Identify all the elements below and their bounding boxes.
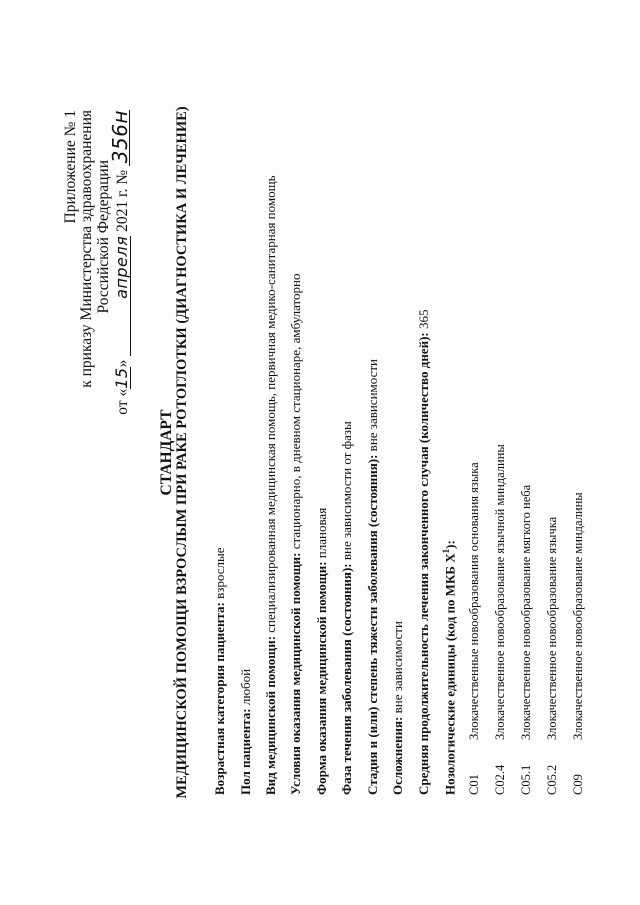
field-label-suffix: ): xyxy=(442,540,458,549)
code-row xyxy=(467,0,485,905)
icd-name: Злокачественные новообразования основания языка xyxy=(467,462,481,740)
code-row xyxy=(545,0,563,905)
code-row xyxy=(493,0,511,905)
field-disease-phase xyxy=(339,421,355,795)
field-value: стационарно, в дневном стационаре, амбулаторно xyxy=(288,273,303,550)
field-label: Вид медицинской помощи: xyxy=(263,635,278,795)
field-nosology xyxy=(441,540,458,795)
icd-code: C01 xyxy=(467,774,481,795)
field-value: вне зависимости xyxy=(390,621,405,714)
date-month-handwritten: апреля xyxy=(113,236,131,356)
field-care-conditions xyxy=(288,273,304,795)
icd-name: Злокачественное новообразование язычной миндалины xyxy=(493,444,507,740)
field-label: Условия оказания медицинской помощи: xyxy=(288,552,303,795)
appendix-line-2: к приказу Министерства здравоохранения xyxy=(78,110,95,388)
icd-name: Злокачественное новообразование мягкого неба xyxy=(519,484,533,740)
appendix-line-3: Российской Федерации xyxy=(95,160,112,314)
field-age-category xyxy=(212,548,228,795)
field-value: любой xyxy=(238,668,253,706)
date-year: 2021 г. № xyxy=(114,169,131,232)
field-complications xyxy=(390,621,406,795)
field-value: специализированная медицинская помощь, первичная медико-санитарная помощь xyxy=(263,175,278,633)
date-prefix: от « xyxy=(114,388,131,415)
appendix-line-1: Приложение № 1 xyxy=(62,110,79,224)
field-label: Стадия и (или) степень тяжести заболевания (состояния): xyxy=(365,454,380,795)
field-value: плановая xyxy=(314,507,329,559)
date-mid: » xyxy=(114,355,131,368)
field-label: Пол пациента: xyxy=(238,708,253,795)
code-row xyxy=(519,0,537,905)
field-value: вне зависимости xyxy=(365,359,380,452)
field-sex xyxy=(238,669,254,795)
field-label: Осложнения: xyxy=(390,716,405,795)
document-subtitle: МЕДИЦИНСКОЙ ПОМОЩИ ВЗРОСЛЫМ ПРИ РАКЕ РОТОГЛОТКИ (ДИАГНОСТИКА И ЛЕЧЕНИЕ) xyxy=(174,106,190,799)
date-day-handwritten: 15 xyxy=(112,367,131,389)
field-care-form xyxy=(314,508,330,795)
field-value: взрослые xyxy=(212,547,227,599)
field-label: Возрастная категория пациента: xyxy=(212,602,227,795)
field-label: Нозологические единицы (код по МКБ X xyxy=(442,553,458,795)
field-label: Фаза течения заболевания (состояния): xyxy=(339,563,354,795)
icd-code: C05.2 xyxy=(545,764,559,795)
footnote-mark: 1 xyxy=(441,548,451,554)
field-treatment-duration xyxy=(416,310,432,795)
document-title: СТАНДАРТ xyxy=(158,409,175,496)
order-number-handwritten: 356н xyxy=(112,110,130,166)
icd-code: C09 xyxy=(571,774,585,795)
field-label: Форма оказания медицинской помощи: xyxy=(314,561,329,795)
field-value: вне зависимости от фазы xyxy=(339,421,354,561)
code-row xyxy=(571,0,589,905)
field-label: Средняя продолжительность лечения законченного случая (количество дней): xyxy=(416,332,431,795)
field-disease-stage xyxy=(365,359,381,795)
icd-name: Злокачественное новообразование язычка xyxy=(545,516,559,740)
icd-code: C05.1 xyxy=(519,764,533,795)
appendix-date-line xyxy=(108,110,132,415)
icd-name: Злокачественное новообразование миндалины xyxy=(571,492,585,740)
field-value: 365 xyxy=(416,309,431,330)
field-care-type xyxy=(263,175,279,795)
icd-code: C02.4 xyxy=(493,764,507,795)
